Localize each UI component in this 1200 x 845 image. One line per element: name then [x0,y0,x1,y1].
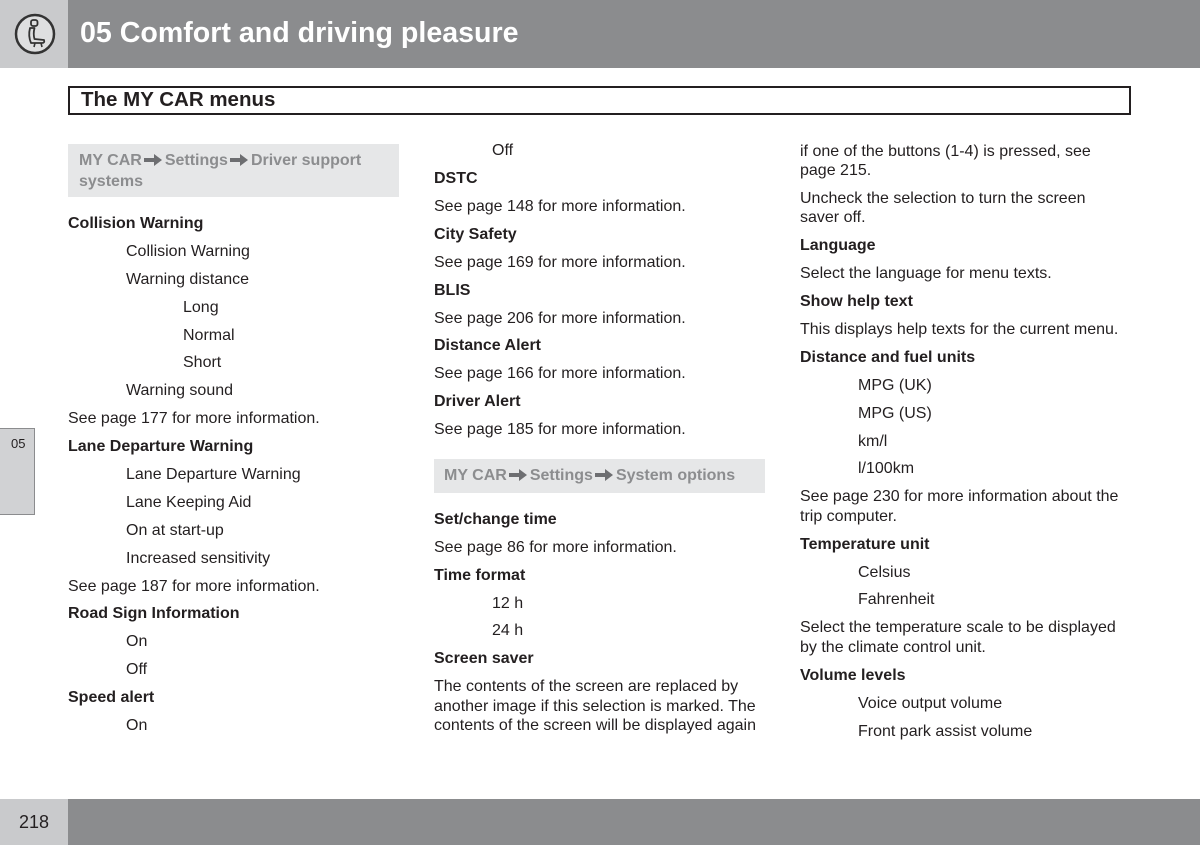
page-reference: See page 169 for more information. [434,253,686,271]
chapter-icon-box [0,0,68,68]
description-line: trip computer. [800,507,897,525]
menu-option: On [126,633,148,651]
page-footer [0,799,1200,845]
page-reference [800,487,1131,526]
menu-option: Warning sound [126,382,234,400]
menu-option: l/100km [858,460,915,478]
page-reference: See page 187 for more information. [68,577,320,595]
description-line: The contents of the screen are replaced by [434,678,739,696]
page-reference: See page 166 for more information. [434,365,686,383]
menu-heading: Temperature unit [800,535,930,553]
arrow-right-icon [509,469,527,481]
sub-option: Short [183,354,222,372]
chapter-side-tab [0,428,35,515]
menu-heading: DSTC [434,170,478,188]
menu-heading: Distance and fuel units [800,348,976,366]
section-title: The MY CAR menus [68,86,1131,115]
description-line: another image if this selection is marked. The [434,697,756,715]
page-number-box [0,799,68,845]
menu-option: Front park assist volume [858,722,1033,740]
page-reference: See page 86 for more information. [434,538,677,556]
menu-option: Fahrenheit [858,591,935,609]
description-line: See page 230 for more information about the [800,488,1119,506]
menu-option: Voice output volume [858,694,1003,712]
page-reference: See page 148 for more information. [434,198,686,216]
menu-path-segment: MY CAR [79,152,142,169]
menu-option: 24 h [492,622,524,640]
description-line: if one of the buttons (1-4) is pressed, see [800,142,1091,160]
description-line: Select the temperature scale to be displayed [800,619,1116,637]
menu-heading: City Safety [434,225,517,243]
menu-option: On at start-up [126,521,224,539]
menu-option: On [126,717,148,735]
arrow-right-icon [595,469,613,481]
page-reference: See page 206 for more information. [434,309,686,327]
menu-heading: Set/change time [434,510,557,528]
menu-option: Lane Departure Warning [126,466,301,484]
page-reference: See page 177 for more information. [68,410,320,428]
menu-heading: Collision Warning [68,215,204,232]
menu-option: Collision Warning [126,242,250,260]
menu-heading: Time format [434,566,526,584]
menu-heading: BLIS [434,281,471,299]
menu-path-segment: System options [615,466,736,484]
description-line: page 215. [800,162,872,179]
menu-option: Celsius [858,563,911,581]
column-3 [800,142,1131,750]
column-1 [68,144,399,744]
column-2 [434,141,765,744]
menu-heading: Road Sign Information [68,605,240,623]
menu-heading: Show help text [800,293,913,311]
description-text: Select the language for menu texts. [800,265,1052,283]
menu-option: MPG (US) [858,404,932,422]
menu-heading: Screen saver [434,650,534,668]
menu-heading: Distance Alert [434,337,541,355]
seat-icon [13,12,57,56]
menu-option: 12 h [492,594,524,612]
menu-heading: Speed alert [68,689,155,707]
menu-option: Off [492,142,514,160]
menu-heading: Lane Departure Warning [68,438,254,456]
page-number: 218 [18,812,50,832]
chapter-number: 05 [11,436,26,451]
menu-heading: Volume levels [800,666,906,684]
chapter-title: 05 Comfort and driving pleasure [80,17,519,49]
description-line: Uncheck the selection to turn the screen [800,189,1086,207]
description-text [800,142,1131,181]
menu-path-box [434,459,765,493]
menu-path-segment: Driver support systems [79,152,362,190]
menu-option: MPG (UK) [858,376,932,394]
menu-option: km/l [858,432,888,450]
menu-path-segment: MY CAR [444,466,507,484]
menu-heading: Language [800,237,876,255]
description-text [434,677,765,736]
menu-option: Off [126,661,148,679]
description-line: by the climate control unit. [800,638,986,656]
menu-heading: Driver Alert [434,393,521,411]
chapter-header [0,0,1200,68]
menu-path-box [68,144,399,197]
description-text [800,618,1131,657]
menu-path-segment: Settings [529,466,593,484]
menu-path-segment: Settings [164,152,228,169]
menu-option: Increased sensitivity [126,549,271,567]
description-line: contents of the screen will be displayed again [434,717,756,735]
menu-option: Warning distance [126,270,250,288]
description-text [800,189,1131,228]
sub-option: Normal [183,326,235,344]
page-reference: See page 185 for more information. [434,421,686,439]
sub-option: Long [183,298,219,316]
arrow-right-icon [230,154,248,166]
menu-option: Lane Keeping Aid [126,493,252,511]
description-text: This displays help texts for the current menu. [800,320,1119,338]
description-line: saver off. [800,209,866,227]
arrow-right-icon [144,154,162,166]
